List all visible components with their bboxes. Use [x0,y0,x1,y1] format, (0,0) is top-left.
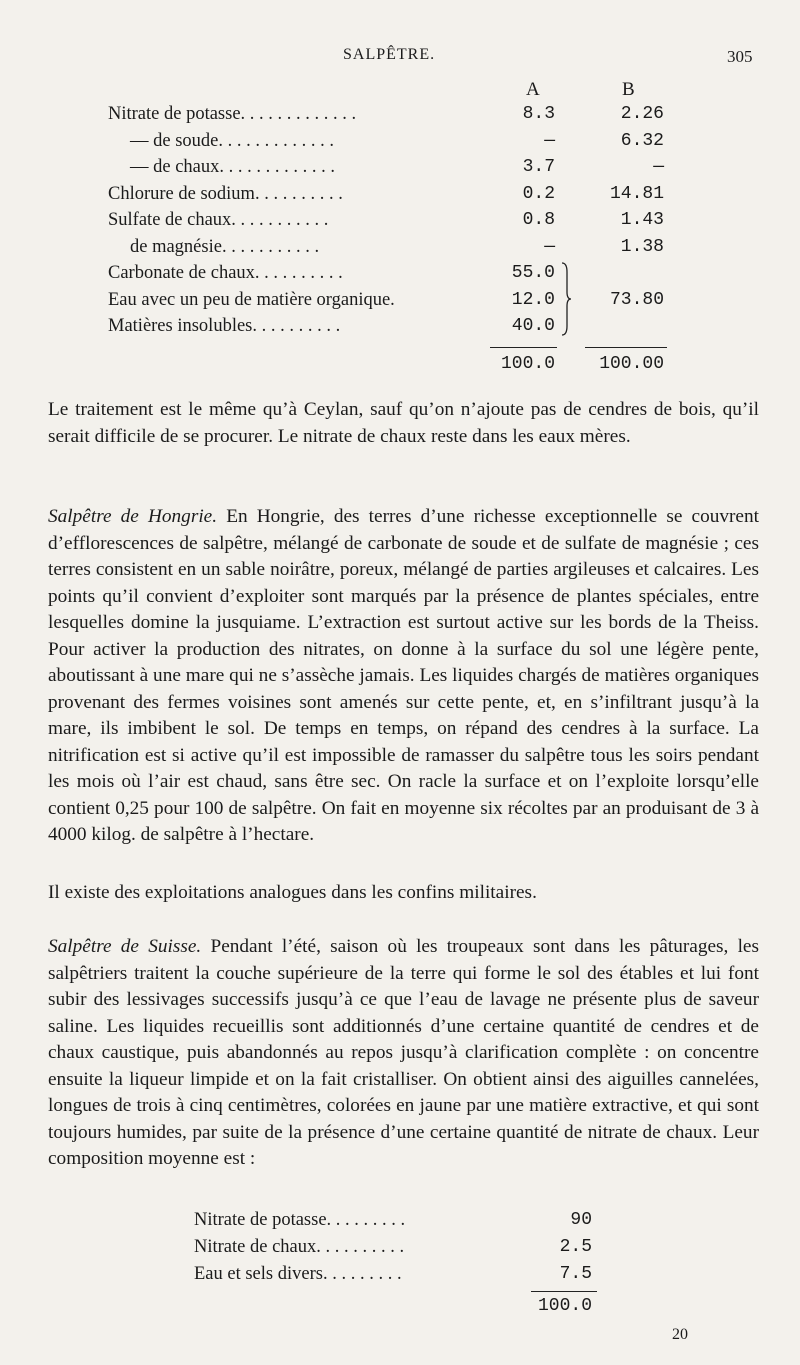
value-b: 1.43 [620,210,664,230]
row-label: Sulfate de chaux. . . . . . . . . . . [108,210,329,230]
column-header-b: B [622,79,635,100]
table-row [0,263,800,289]
table-row [0,237,800,263]
running-title: SALPÊTRE. [343,46,436,63]
paragraph-ceylan: Le traitement est le même qu’à Ceylan, sauf qu’on n’ajoute pas de cendres de bois, qu’il serait difficile de se procurer. Le nitrate de chaux reste dans les eaux mères. [48,399,759,447]
value-a: — [544,237,555,257]
section-suisse [48,934,759,1173]
signature-mark: 20 [672,1326,688,1343]
total-b: 100.00 [599,354,664,374]
table-row [0,131,800,157]
sum-rule [531,1291,597,1292]
total-a: 100.0 [500,354,555,374]
row-label: Carbonate de chaux. . . . . . . . . . [108,263,343,283]
row-label: Nitrate de chaux. . . . . . . . . . [194,1237,405,1257]
section-title-suisse: Salpêtre de Suisse. [48,936,202,957]
section-title-hongrie: Salpêtre de Hongrie. [48,506,218,527]
row-label: Eau avec un peu de matière organique. [108,290,395,310]
value-b: 14.81 [609,184,664,204]
brace-mark [561,262,571,336]
value-b: 1.38 [620,237,664,257]
section-text-hongrie: En Hongrie, des terres d’une richesse exceptionnelle se couvrent d’efflorescences de salpêtre, mélangé de carbonate de soude et de sulfate de magnésie ; ces terres consistent en un sable noirâtre, poreux, mélangé de parties argileuses et calcaires. Les points qu’il convient d’exploiter sont marqués par la présence de plantes spéciales, entre lesquelles domine la jusquiame. L’extraction est surtout active sur les bords de la Theiss. Pour activer la production des nitrates, on donne à la surface du sol une légère pente, aboutissant à une mare qui ne s’assèche jamais. Les liquides chargés de matières organiques provenant des fermes voisines sont amenés sur cette pente, et, en s’infiltrant jusqu’à la mare, ils imbibent le sol. De temps en temps, on répand des cendres à la surface. La nitrification est si active qu’il est impossible de ramasser du salpêtre tous les soirs pendant les mois où l’air est chaud, sans être sec. On racle la surface et on l’exploite lorsqu’elle contient 0,25 pour 100 de salpêtre. On fait en moyenne six récoltes par an produisant de 3 à 4000 kilog. de salpêtre à l’hectare. [48,506,759,845]
table-total-row [0,1296,800,1322]
value-a: 12.0 [511,290,555,310]
row-label: — de soude. . . . . . . . . . . . . [130,131,334,151]
page-number: 305 [727,47,753,66]
table-row [0,210,800,236]
table-row [0,290,800,316]
value-a: 8.3 [522,104,555,124]
row-label: Eau et sels divers. . . . . . . . . [194,1264,402,1284]
table-row [0,157,800,183]
value-a: 3.7 [522,157,555,177]
value-a: 0.8 [522,210,555,230]
row-label: Matières insolubles. . . . . . . . . . [108,316,341,336]
table-row [0,184,800,210]
value-b: 2.26 [620,104,664,124]
row-value: 7.5 [559,1264,592,1284]
table-total-row [0,354,800,380]
row-label: Chlorure de sodium. . . . . . . . . . [108,184,343,204]
row-label: Nitrate de potasse. . . . . . . . . [194,1210,406,1230]
row-value: 90 [570,1210,592,1230]
row-value: 2.5 [559,1237,592,1257]
column-header-a: A [526,79,540,100]
running-head [0,46,800,68]
row-label: — de chaux. . . . . . . . . . . . . [130,157,336,177]
table-row [0,316,800,342]
sum-rule-a [490,347,557,348]
table-row [0,104,800,130]
table-row [0,1237,800,1263]
sum-rule-b [585,347,667,348]
value-b: 73.80 [609,290,664,310]
paragraph-confins: Il existe des exploitations analogues dans les confins militaires. [48,882,537,903]
table-row [0,1264,800,1290]
value-a: 40.0 [511,316,555,336]
value-b: 6.32 [620,131,664,151]
table-row [0,1210,800,1236]
value-a: 0.2 [522,184,555,204]
total-value: 100.0 [537,1296,592,1316]
value-a: — [544,131,555,151]
section-hongrie [48,504,759,849]
value-b: — [653,157,664,177]
value-a: 55.0 [511,263,555,283]
row-label: Nitrate de potasse. . . . . . . . . . . . . [108,104,357,124]
row-label: de magnésie. . . . . . . . . . . [130,237,320,257]
section-text-suisse: Pendant l’été, saison où les troupeaux sont dans les pâturages, les salpêtriers traitent la couche supérieure de la terre qui forme le sol des étables et lui font subir des lessivages successifs jusqu’à ce que l’eau de lavage ne présente plus de saveur saline. Les liquides recueillis sont additionnés d’une certaine quantité de cendres et de chaux caustique, puis abandonnés au repos jusqu’à clarification complète : on concentre ensuite la liqueur limpide et on la fait cristalliser. On obtient ainsi des aiguilles cannelées, longues de trois à cinq centimètres, colorées en jaune par une matière extractive, et qui sont toujours humides, par suite de la présence d’une certaine quantité de nitrate de chaux. Leur composition moyenne est : [48,936,759,1169]
